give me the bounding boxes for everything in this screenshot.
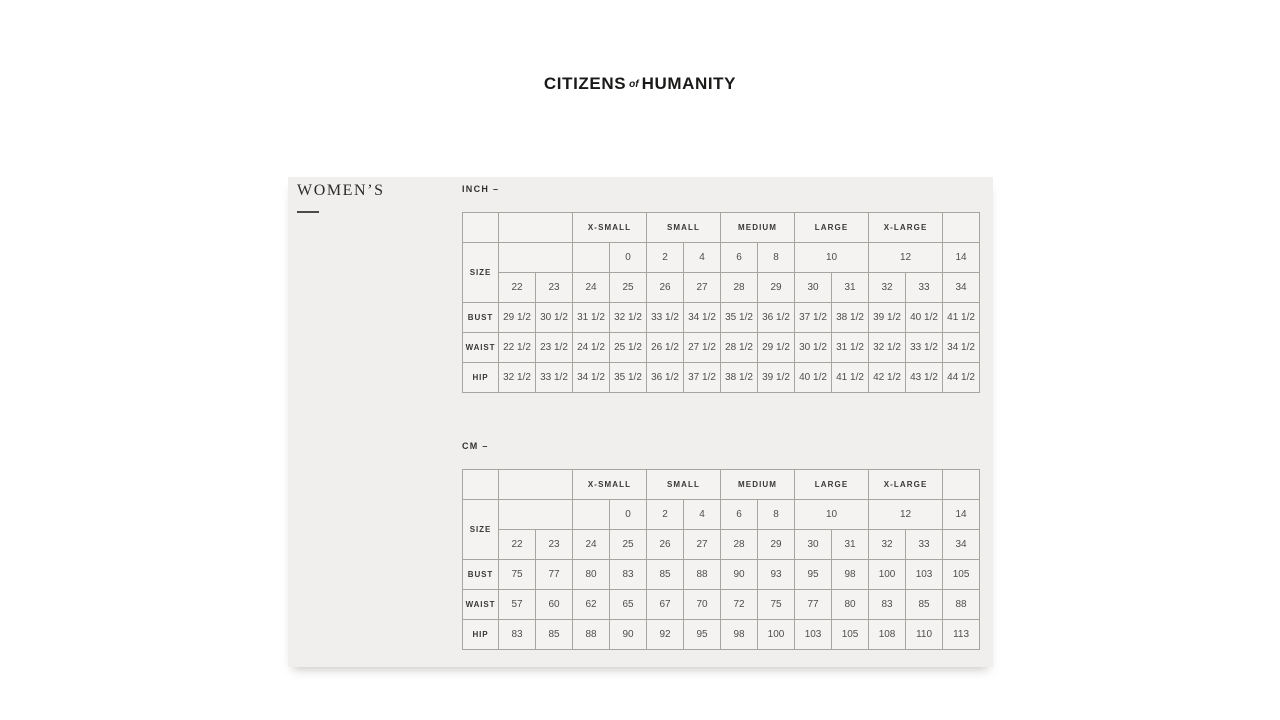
numeric-size-cell: 12 [869, 500, 943, 530]
measurement-value-cell: 80 [832, 590, 869, 620]
measurement-value-cell: 43 1/2 [906, 363, 943, 393]
denim-size-cell: 22 [499, 273, 536, 303]
size-row-label: SIZE [463, 500, 499, 560]
empty-header-cell [499, 213, 573, 243]
numeric-size-cell: 6 [721, 243, 758, 273]
empty-size-cell [573, 500, 610, 530]
size-class-header-cell: LARGE [795, 213, 869, 243]
measurement-value-cell: 34 1/2 [684, 303, 721, 333]
measurement-value-cell: 32 1/2 [499, 363, 536, 393]
denim-size-cell: 33 [906, 273, 943, 303]
measurement-value-cell: 40 1/2 [906, 303, 943, 333]
measurement-row-label: BUST [463, 303, 499, 333]
denim-size-cell: 28 [721, 273, 758, 303]
measurement-value-cell: 85 [906, 590, 943, 620]
measurement-value-cell: 26 1/2 [647, 333, 684, 363]
empty-size-cell [499, 500, 573, 530]
measurement-value-cell: 37 1/2 [684, 363, 721, 393]
measurement-row [463, 590, 980, 620]
measurement-value-cell: 108 [869, 620, 906, 650]
size-class-header-cell: X-LARGE [869, 470, 943, 500]
denim-size-cell: 25 [610, 273, 647, 303]
size-class-header-cell: SMALL [647, 470, 721, 500]
numeric-size-cell: 8 [758, 500, 795, 530]
denim-size-cell: 28 [721, 530, 758, 560]
measurement-value-cell: 31 1/2 [573, 303, 610, 333]
numeric-size-cell: 14 [943, 243, 980, 273]
measurement-value-cell: 83 [610, 560, 647, 590]
numeric-size-cell: 0 [610, 500, 647, 530]
measurement-value-cell: 85 [536, 620, 573, 650]
measurement-row [463, 560, 980, 590]
denim-size-cell: 24 [573, 530, 610, 560]
numeric-size-row [463, 243, 980, 273]
size-class-header-cell: X-SMALL [573, 213, 647, 243]
numeric-size-cell: 4 [684, 243, 721, 273]
measurement-value-cell: 33 1/2 [536, 363, 573, 393]
measurement-value-cell: 72 [721, 590, 758, 620]
measurement-value-cell: 88 [573, 620, 610, 650]
measurement-value-cell: 100 [869, 560, 906, 590]
unit-label-cm: CM – [462, 441, 489, 451]
measurement-value-cell: 44 1/2 [943, 363, 980, 393]
measurement-value-cell: 32 1/2 [610, 303, 647, 333]
measurement-value-cell: 22 1/2 [499, 333, 536, 363]
size-class-header-row [463, 470, 980, 500]
measurement-value-cell: 29 1/2 [499, 303, 536, 333]
measurement-value-cell: 77 [536, 560, 573, 590]
measurement-value-cell: 85 [647, 560, 684, 590]
denim-size-cell: 31 [832, 273, 869, 303]
logo-text-citizens: CITIZENS [543, 74, 627, 93]
measurement-value-cell: 98 [832, 560, 869, 590]
measurement-row-label: HIP [463, 620, 499, 650]
measurement-row-label: WAIST [463, 333, 499, 363]
denim-size-cell: 24 [573, 273, 610, 303]
numeric-size-cell: 14 [943, 500, 980, 530]
empty-header-cell [943, 213, 980, 243]
brand-logo[interactable] [0, 74, 1280, 94]
denim-size-cell: 30 [795, 273, 832, 303]
denim-size-cell: 23 [536, 530, 573, 560]
measurement-value-cell: 98 [721, 620, 758, 650]
measurement-value-cell: 113 [943, 620, 980, 650]
measurement-value-cell: 27 1/2 [684, 333, 721, 363]
measurement-row [463, 333, 980, 363]
size-class-header-row [463, 213, 980, 243]
measurement-value-cell: 60 [536, 590, 573, 620]
measurement-row [463, 363, 980, 393]
measurement-value-cell: 34 1/2 [943, 333, 980, 363]
logo-text-of: of [629, 79, 639, 90]
denim-size-cell: 34 [943, 530, 980, 560]
denim-size-cell: 32 [869, 530, 906, 560]
measurement-value-cell: 62 [573, 590, 610, 620]
measurement-value-cell: 103 [906, 560, 943, 590]
numeric-size-cell: 2 [647, 500, 684, 530]
unit-label-inch: INCH – [462, 184, 500, 194]
measurement-value-cell: 110 [906, 620, 943, 650]
measurement-value-cell: 29 1/2 [758, 333, 795, 363]
measurement-value-cell: 88 [943, 590, 980, 620]
measurement-value-cell: 88 [684, 560, 721, 590]
denim-size-cell: 31 [832, 530, 869, 560]
measurement-value-cell: 105 [832, 620, 869, 650]
measurement-value-cell: 75 [499, 560, 536, 590]
empty-size-cell [573, 243, 610, 273]
measurement-value-cell: 38 1/2 [832, 303, 869, 333]
measurement-value-cell: 35 1/2 [721, 303, 758, 333]
denim-size-cell: 33 [906, 530, 943, 560]
measurement-value-cell: 83 [499, 620, 536, 650]
measurement-value-cell: 40 1/2 [795, 363, 832, 393]
measurement-value-cell: 24 1/2 [573, 333, 610, 363]
measurement-row [463, 620, 980, 650]
measurement-value-cell: 33 1/2 [647, 303, 684, 333]
empty-corner-cell [463, 213, 499, 243]
measurement-value-cell: 25 1/2 [610, 333, 647, 363]
measurement-value-cell: 41 1/2 [943, 303, 980, 333]
logo-text-humanity: HUMANITY [641, 74, 737, 93]
denim-size-cell: 29 [758, 530, 795, 560]
measurement-value-cell: 105 [943, 560, 980, 590]
empty-size-cell [499, 243, 573, 273]
denim-size-cell: 27 [684, 530, 721, 560]
numeric-size-cell: 12 [869, 243, 943, 273]
size-row-label: SIZE [463, 243, 499, 303]
denim-size-cell: 26 [647, 273, 684, 303]
inch-size-chart-section [462, 184, 979, 393]
measurement-value-cell: 37 1/2 [795, 303, 832, 333]
size-guide-panel [288, 177, 993, 667]
numeric-size-cell: 4 [684, 500, 721, 530]
denim-size-cell: 32 [869, 273, 906, 303]
denim-size-cell: 30 [795, 530, 832, 560]
denim-size-cell: 22 [499, 530, 536, 560]
measurement-value-cell: 92 [647, 620, 684, 650]
inch-size-table [462, 212, 980, 393]
denim-size-cell: 25 [610, 530, 647, 560]
measurement-value-cell: 28 1/2 [721, 333, 758, 363]
measurement-row-label: BUST [463, 560, 499, 590]
numeric-size-cell: 10 [795, 243, 869, 273]
measurement-value-cell: 90 [721, 560, 758, 590]
measurement-value-cell: 23 1/2 [536, 333, 573, 363]
cm-size-chart-section [462, 441, 979, 650]
denim-size-cell: 23 [536, 273, 573, 303]
size-class-header-cell: MEDIUM [721, 470, 795, 500]
measurement-value-cell: 39 1/2 [869, 303, 906, 333]
measurement-value-cell: 38 1/2 [721, 363, 758, 393]
numeric-size-row [463, 500, 980, 530]
denim-size-cell: 27 [684, 273, 721, 303]
measurement-value-cell: 95 [795, 560, 832, 590]
measurement-value-cell: 42 1/2 [869, 363, 906, 393]
measurement-row-label: WAIST [463, 590, 499, 620]
measurement-value-cell: 57 [499, 590, 536, 620]
section-heading-womens: WOMEN’S [297, 182, 385, 199]
measurement-value-cell: 77 [795, 590, 832, 620]
denim-size-cell: 26 [647, 530, 684, 560]
numeric-size-cell: 0 [610, 243, 647, 273]
measurement-row-label: HIP [463, 363, 499, 393]
measurement-value-cell: 34 1/2 [573, 363, 610, 393]
denim-size-row [463, 530, 980, 560]
measurement-value-cell: 90 [610, 620, 647, 650]
measurement-value-cell: 100 [758, 620, 795, 650]
measurement-value-cell: 30 1/2 [536, 303, 573, 333]
numeric-size-cell: 6 [721, 500, 758, 530]
denim-size-row [463, 273, 980, 303]
size-class-header-cell: X-LARGE [869, 213, 943, 243]
measurement-row [463, 303, 980, 333]
measurement-value-cell: 30 1/2 [795, 333, 832, 363]
measurement-value-cell: 80 [573, 560, 610, 590]
size-class-header-cell: SMALL [647, 213, 721, 243]
measurement-value-cell: 70 [684, 590, 721, 620]
measurement-value-cell: 65 [610, 590, 647, 620]
measurement-value-cell: 35 1/2 [610, 363, 647, 393]
numeric-size-cell: 8 [758, 243, 795, 273]
measurement-value-cell: 95 [684, 620, 721, 650]
size-class-header-cell: X-SMALL [573, 470, 647, 500]
measurement-value-cell: 75 [758, 590, 795, 620]
denim-size-cell: 29 [758, 273, 795, 303]
cm-size-table [462, 469, 980, 650]
measurement-value-cell: 36 1/2 [758, 303, 795, 333]
empty-header-cell [499, 470, 573, 500]
measurement-value-cell: 33 1/2 [906, 333, 943, 363]
empty-corner-cell [463, 470, 499, 500]
denim-size-cell: 34 [943, 273, 980, 303]
measurement-value-cell: 39 1/2 [758, 363, 795, 393]
measurement-value-cell: 67 [647, 590, 684, 620]
numeric-size-cell: 2 [647, 243, 684, 273]
empty-header-cell [943, 470, 980, 500]
size-class-header-cell: LARGE [795, 470, 869, 500]
size-class-header-cell: MEDIUM [721, 213, 795, 243]
measurement-value-cell: 83 [869, 590, 906, 620]
heading-underline [297, 211, 319, 213]
measurement-value-cell: 41 1/2 [832, 363, 869, 393]
measurement-value-cell: 93 [758, 560, 795, 590]
measurement-value-cell: 36 1/2 [647, 363, 684, 393]
numeric-size-cell: 10 [795, 500, 869, 530]
measurement-value-cell: 32 1/2 [869, 333, 906, 363]
measurement-value-cell: 31 1/2 [832, 333, 869, 363]
measurement-value-cell: 103 [795, 620, 832, 650]
